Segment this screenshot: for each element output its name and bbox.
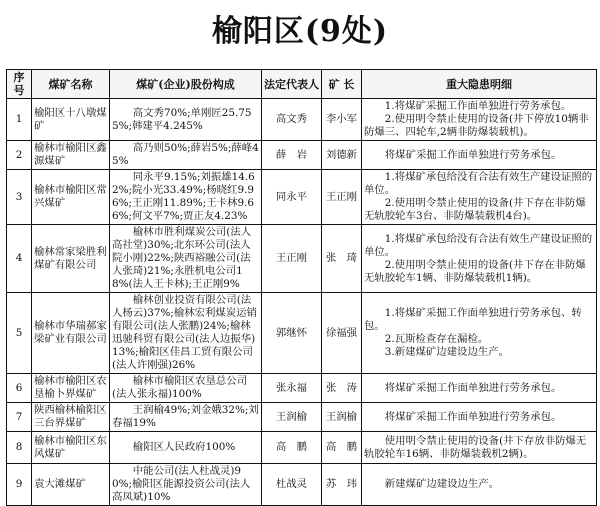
cell-legal-rep: 张永福 <box>262 374 322 403</box>
cell-share-structure: 榆林市榆阳区农垦总公司(法人张永福)100% <box>110 374 262 403</box>
cell-no: 7 <box>7 403 32 432</box>
cell-no: 8 <box>7 432 32 464</box>
hazard-item: 2.使用明令禁止使用的设备(井下存在非防爆无轨胶轮车3台、非防爆装载机4台)。 <box>364 197 586 222</box>
cell-legal-rep: 王正刚 <box>262 225 322 293</box>
cell-legal-rep: 同永平 <box>262 170 322 225</box>
cell-share-structure: 王润榆49%;刘金娥32%;刘春福19% <box>110 403 262 432</box>
cell-no: 4 <box>7 225 32 293</box>
cell-mine-name: 榆林常家梁胜利煤矿有限公司 <box>32 225 110 293</box>
cell-legal-rep: 王润榆 <box>262 403 322 432</box>
cell-mine-chief: 张 涛 <box>322 374 362 403</box>
cell-share-structure: 高文秀70%;单刚匠25.755%;韩建平4.245% <box>110 99 262 141</box>
hazard-item: 使用明令禁止使用的设备(井下存放非防爆无轨胶轮车16辆、非防爆装载机2辆)。 <box>364 434 587 460</box>
cell-hazard-details <box>362 99 597 141</box>
cell-no: 2 <box>7 141 32 170</box>
cell-hazard-details <box>362 293 597 374</box>
cell-mine-name: 袁大滩煤矿 <box>32 464 110 506</box>
hazard-item: 2.使用明令禁止使用的设备(井下停放10辆非防爆三、四轮车,2辆非防爆装载机)。 <box>364 113 589 138</box>
cell-no: 9 <box>7 464 32 506</box>
table-row <box>7 141 597 170</box>
hazard-item: 2.瓦斯检查存在漏检。 <box>384 333 489 345</box>
cell-legal-rep: 高文秀 <box>262 99 322 141</box>
cell-no: 3 <box>7 170 32 225</box>
cell-hazard-details <box>362 464 597 506</box>
cell-mine-chief: 李小军 <box>322 99 362 141</box>
hazard-item: 将煤矿采掘工作面单独进行劳务承包。 <box>384 381 562 394</box>
hazard-item: 将煤矿采掘工作面单独进行劳务承包。 <box>384 148 562 161</box>
cell-legal-rep: 薛 岩 <box>262 141 322 170</box>
cell-mine-chief: 刘德新 <box>322 141 362 170</box>
header-mine-name: 煤矿名称 <box>32 70 110 99</box>
cell-hazard-details <box>362 170 597 225</box>
table-row <box>7 99 597 141</box>
table-row <box>7 293 597 374</box>
page-title: 榆阳区(9处) <box>211 14 389 49</box>
cell-mine-chief: 高 鹏 <box>322 432 362 464</box>
table-row <box>7 374 597 403</box>
cell-share-structure: 榆林创业投资有限公司(法人杨云)37%;榆林宏利煤炭运销有限公司(法人张鹏)24%;榆林迅驰科贸有限公司(法人边振华)13%;榆阳区佳昌工贸有限公司(法人许刚强)26% <box>110 293 262 374</box>
cell-no: 6 <box>7 374 32 403</box>
cell-legal-rep: 杜战灵 <box>262 464 322 506</box>
header-hazard-details: 重大隐患明细 <box>362 70 597 99</box>
cell-hazard-details <box>362 403 597 432</box>
cell-mine-chief: 苏 玮 <box>322 464 362 506</box>
table-row <box>7 432 597 464</box>
table-row <box>7 225 597 293</box>
cell-no: 1 <box>7 99 32 141</box>
table-row <box>7 464 597 506</box>
header-mine-chief: 矿 长 <box>322 70 362 99</box>
cell-share-structure: 榆阳区人民政府100% <box>110 432 262 464</box>
cell-hazard-details <box>362 374 597 403</box>
cell-no: 5 <box>7 293 32 374</box>
hazard-table <box>6 69 597 506</box>
cell-mine-name: 榆林市榆阳区鑫源煤矿 <box>32 141 110 170</box>
hazard-item: 3.新建煤矿边建设边生产。 <box>384 346 510 358</box>
cell-mine-chief: 张 琦 <box>322 225 362 293</box>
table-header-row <box>7 70 597 99</box>
cell-mine-name: 榆林市榆阳区常兴煤矿 <box>32 170 110 225</box>
cell-mine-name: 榆林市华瑞郝家梁矿业有限公司 <box>32 293 110 374</box>
cell-mine-chief: 徐福强 <box>322 293 362 374</box>
cell-share-structure: 高乃则50%;薛岩5%;薛峰45% <box>110 141 262 170</box>
hazard-item: 1.将煤矿承包给没有合法有效生产建设证照的单位。 <box>364 232 593 258</box>
cell-hazard-details <box>362 141 597 170</box>
cell-share-structure: 中能公司(法人杜战灵)90%;榆阳区能源投资公司(法人高凤斌)10% <box>110 464 262 506</box>
hazard-item: 2.使用明令禁止使用的设备(井下存在非防爆无轨胶轮车1辆、非防爆装载机1辆)。 <box>364 258 586 284</box>
header-legal-rep: 法定代表人 <box>262 70 322 99</box>
cell-mine-chief: 王润榆 <box>322 403 362 432</box>
cell-mine-name: 榆阳区十八墩煤矿 <box>32 99 110 141</box>
hazard-item: 1.将煤矿承包给没有合法有效生产建设证照的单位。 <box>364 171 593 196</box>
cell-mine-name: 榆林市榆阳区东风煤矿 <box>32 432 110 464</box>
cell-mine-name: 陕西榆林榆阳区三台界煤矿 <box>32 403 110 432</box>
hazard-item: 新建煤矿边建设边生产。 <box>384 478 500 490</box>
hazard-item: 将煤矿采掘工作面单独进行劳务承包。 <box>384 410 562 423</box>
hazard-item: 1.将煤矿采掘工作面单独进行劳务承包。 <box>384 100 572 112</box>
cell-legal-rep: 郭继怀 <box>262 293 322 374</box>
header-no: 序号 <box>7 70 32 99</box>
table-body <box>7 99 597 506</box>
table-row <box>7 170 597 225</box>
table-row <box>7 403 597 432</box>
cell-mine-chief: 王正刚 <box>322 170 362 225</box>
cell-share-structure: 榆林市胜利煤炭公司(法人高社堂)30%;北东环公司(法人院小刚)22%;陕西裕融公司(法人张琦)21%;永胜机电公司18%(法人王卡林);王正刚9% <box>110 225 262 293</box>
cell-share-structure: 同永平9.15%;刘振雄14.62%;院小光33.49%;杨晓红9.96%;王正刚11.89%;王卡林9.66%;何文平7%;贾正友4.23% <box>110 170 262 225</box>
cell-hazard-details <box>362 225 597 293</box>
hazard-item: 1.将煤矿采掘工作面单独进行劳务承包、转包。 <box>364 307 582 332</box>
header-share-structure: 煤矿(企业)股份构成 <box>110 70 262 99</box>
cell-legal-rep: 高 鹏 <box>262 432 322 464</box>
cell-mine-name: 榆林市榆阳区农垦榆卜界煤矿 <box>32 374 110 403</box>
cell-hazard-details <box>362 432 597 464</box>
